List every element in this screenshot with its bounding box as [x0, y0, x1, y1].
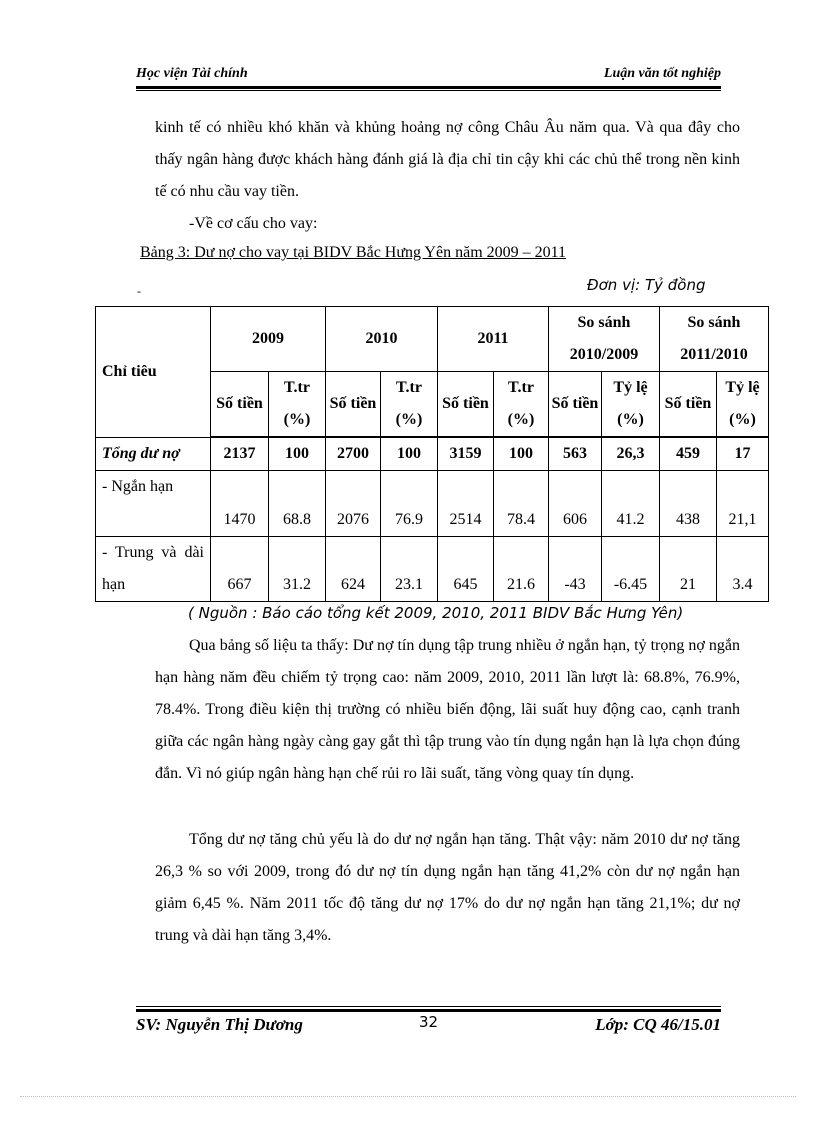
table-cell: 2700	[326, 438, 381, 471]
page-footer	[136, 1013, 721, 1037]
analysis-paragraph-2: Tổng dư nợ tăng chủ yếu là do dư nợ ngắn hạn tăng. Thật vậy: năm 2010 dư nợ tăng 26,3 % so với 2009, trong đó dư nợ tín dụng ngắn hạn tăng 41,2% còn dư nợ ngắn hạn giảm 6,45 %. Năm 2011 tốc độ tăng dư nợ 17% do dư nợ ngắn hạn tăng 21,1%; dư nợ trung và dài hạn tăng 3,4%.	[155, 831, 740, 944]
header-cell-compare-2010-2009: So sánh 2010/2009	[549, 307, 660, 372]
footer-rule-thin	[136, 1006, 721, 1007]
subheader-cell: Số tiền	[211, 372, 269, 437]
header-document-type: Luận văn tốt nghiệp	[603, 66, 721, 81]
intro-paragraph: kinh tế có nhiều khó khăn và khủng hoảng nợ công Châu Âu năm qua. Và qua đây cho thấy ngân hàng được khách hàng đánh giá là địa chỉ tin cậy khi các chủ thể trong nền kinh tế có nhu cầu vay tiền.	[155, 119, 740, 200]
table-cell: 100	[381, 438, 438, 471]
table-cell: 21.6	[494, 537, 549, 602]
table-cell: 21	[660, 537, 717, 602]
table-source: ( Nguồn : Báo cáo tổng kết 2009, 2010, 2011 BIDV Bắc Hưng Yên)	[188, 604, 684, 622]
header-rule	[136, 86, 721, 89]
header-rule-thin	[136, 90, 721, 91]
subheader-cell: Tỷ lệ (%)	[717, 372, 769, 437]
table-cell: 459	[660, 438, 717, 471]
header-cell-2009: 2009	[211, 307, 326, 372]
subheader-cell: T.tr (%)	[381, 372, 438, 437]
footer-rule	[136, 1009, 721, 1012]
footer-student-name: SV: Nguyễn Thị Dương	[136, 1015, 303, 1034]
table-caption: Bảng 3: Dư nợ cho vay tại BIDV Bắc Hưng Yên năm 2009 – 2011	[140, 244, 567, 261]
page-header	[136, 64, 721, 84]
subheader-cell: Số tiền	[549, 372, 602, 437]
header-institution: Học viện Tài chính	[136, 66, 248, 81]
header-cell-2010: 2010	[326, 307, 438, 372]
row-label: - Ngắn hạn	[96, 471, 211, 537]
table-cell: 438	[660, 471, 717, 537]
table-row-medium-long-term	[96, 537, 769, 602]
table-cell: 26,3	[602, 438, 660, 471]
table-cell: 2137	[211, 438, 269, 471]
footer-class: Lớp: CQ 46/15.01	[595, 1015, 721, 1034]
table-row-short-term	[96, 471, 769, 537]
table-cell: 31.2	[269, 537, 326, 602]
table-cell: 17	[717, 438, 769, 471]
table-cell: 2514	[438, 471, 494, 537]
table-cell: 76.9	[381, 471, 438, 537]
table-cell: 645	[438, 537, 494, 602]
header-cell-2011: 2011	[438, 307, 549, 372]
subheader-cell: Số tiền	[660, 372, 717, 437]
subheader-cell: T.tr (%)	[269, 372, 326, 437]
tick-mark: -	[137, 284, 141, 298]
table-cell: 2076	[326, 471, 381, 537]
table-cell: 23.1	[381, 537, 438, 602]
table-cell: 3.4	[717, 537, 769, 602]
table-cell: -6.45	[602, 537, 660, 602]
table-cell: 563	[549, 438, 602, 471]
table-cell: 21,1	[717, 471, 769, 537]
row-label: - Trung và dài hạn	[96, 537, 211, 602]
table-cell: 41.2	[602, 471, 660, 537]
table-cell: 606	[549, 471, 602, 537]
row-label: Tổng dư nợ	[96, 438, 211, 471]
analysis-paragraph-1: Qua bảng số liệu ta thấy: Dư nợ tín dụng tập trung nhiều ở ngắn hạn, tỷ trọng nợ ngắn hạn hàng năm đều chiếm tỷ trọng cao: năm 2009, 2010, 2011 lần lượt là: 68.8%, 76.9%, 78.4%. Trong điều kiện thị trường có nhiều biến động, lãi suất huy động cao, cạnh tranh giữa các ngân hàng ngày càng gay gắt thì tập trung vào tín dụng ngắn hạn là lựa chọn đúng đắn. Vì nó giúp ngân hàng hạn chế rủi ro lãi suất, tăng vòng quay tín dụng.	[155, 637, 740, 782]
table-row-total	[96, 438, 769, 471]
table-cell: 3159	[438, 438, 494, 471]
subheader-cell: T.tr (%)	[494, 372, 549, 437]
header-cell-indicator: Chỉ tiêu	[96, 307, 211, 438]
section-subheading: -Về cơ cấu cho vay:	[189, 215, 318, 232]
table-cell: 100	[269, 438, 326, 471]
page-number: 32	[419, 1013, 439, 1031]
table-unit: Đơn vị: Tỷ đồng	[587, 276, 706, 294]
page-edge-dotted-line	[20, 1096, 796, 1097]
table-cell: -43	[549, 537, 602, 602]
loan-structure-table	[95, 306, 769, 602]
table-cell: 667	[211, 537, 269, 602]
table-cell: 1470	[211, 471, 269, 537]
subheader-cell: Tỷ lệ (%)	[602, 372, 660, 437]
table-cell: 68.8	[269, 471, 326, 537]
table-cell: 100	[494, 438, 549, 471]
subheader-cell: Số tiền	[438, 372, 494, 437]
subheader-cell: Số tiền	[326, 372, 381, 437]
table-cell: 78.4	[494, 471, 549, 537]
table-cell: 624	[326, 537, 381, 602]
header-cell-compare-2011-2010: So sánh 2011/2010	[660, 307, 769, 372]
